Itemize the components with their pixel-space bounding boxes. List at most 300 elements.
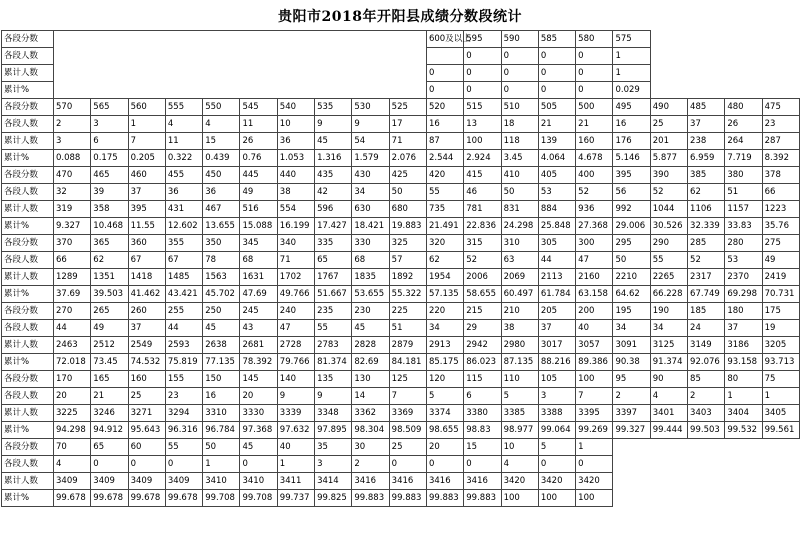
table-cell: 0.029	[613, 82, 650, 99]
table-cell: 290	[650, 235, 687, 252]
table-cell: 992	[613, 201, 650, 218]
table-cell: 130	[352, 371, 389, 388]
table-cell: 210	[501, 303, 538, 320]
table-cell: 3409	[54, 473, 91, 490]
table-cell: 13	[464, 116, 501, 133]
table-cell: 56	[613, 184, 650, 201]
table-cell: 10.468	[91, 218, 128, 235]
table-cell: 370	[54, 235, 91, 252]
table-cell: 280	[725, 235, 762, 252]
cumulative-percent-row	[2, 82, 800, 99]
row-label: 各段分数	[2, 31, 54, 48]
table-cell: 45.702	[203, 286, 240, 303]
table-cell: 1157	[725, 201, 762, 218]
table-cell: 11	[240, 116, 277, 133]
table-cell: 0	[464, 48, 501, 65]
table-cell: 3420	[538, 473, 575, 490]
table-cell: 44	[165, 320, 202, 337]
table-cell: 93.713	[762, 354, 799, 371]
table-cell: 3409	[128, 473, 165, 490]
table-cell: 26	[240, 133, 277, 150]
score-row	[2, 371, 800, 388]
table-cell: 42	[315, 184, 352, 201]
table-cell: 99.825	[315, 490, 352, 507]
table-cell: 2	[688, 388, 725, 405]
table-cell: 36	[277, 133, 314, 150]
table-cell: 17	[389, 116, 426, 133]
table-cell: 0.76	[240, 150, 277, 167]
table-cell: 305	[538, 235, 575, 252]
table-cell: 310	[501, 235, 538, 252]
table-cell: 9	[315, 388, 352, 405]
table-cell: 7.719	[725, 150, 762, 167]
table-cell: 97.895	[315, 422, 352, 439]
table-cell: 99.269	[576, 422, 613, 439]
table-cell: 52	[688, 252, 725, 269]
table-cell: 201	[650, 133, 687, 150]
table-cell: 1702	[277, 269, 314, 286]
table-cell: 99.708	[203, 490, 240, 507]
table-cell: 63	[501, 252, 538, 269]
table-cell: 53.655	[352, 286, 389, 303]
table-cell: 99.883	[389, 490, 426, 507]
table-cell: 18.421	[352, 218, 389, 235]
table-cell: 435	[315, 167, 352, 184]
table-cell: 62	[426, 252, 463, 269]
table-cell: 245	[240, 303, 277, 320]
table-cell: 47	[277, 320, 314, 337]
table-cell: 3403	[688, 405, 725, 422]
table-cell: 90.38	[613, 354, 650, 371]
table-cell: 9	[315, 116, 352, 133]
table-cell: 9	[277, 388, 314, 405]
table-cell: 87	[426, 133, 463, 150]
table-cell: 300	[576, 235, 613, 252]
table-cell: 580	[576, 31, 613, 48]
table-cell: 99.503	[688, 422, 725, 439]
table-cell: 5.877	[650, 150, 687, 167]
table-cell: 3420	[576, 473, 613, 490]
table-cell: 65	[315, 252, 352, 269]
table-cell: 100	[576, 490, 613, 507]
table-cell: 0	[538, 48, 575, 65]
table-cell: 55.322	[389, 286, 426, 303]
table-cell: 55	[650, 252, 687, 269]
table-cell: 84.181	[389, 354, 426, 371]
table-cell: 0	[576, 82, 613, 99]
table-cell: 596	[315, 201, 352, 218]
count-row	[2, 388, 800, 405]
empty-cell	[650, 31, 799, 48]
table-cell: 420	[426, 167, 463, 184]
row-label: 各段人数	[2, 48, 54, 65]
table-cell: 65	[91, 439, 128, 456]
table-cell: 230	[352, 303, 389, 320]
cumulative-count-row	[2, 201, 800, 218]
table-cell: 3	[54, 133, 91, 150]
table-cell: 45	[240, 439, 277, 456]
table-cell: 1351	[91, 269, 128, 286]
table-cell: 2	[352, 456, 389, 473]
table-cell: 3395	[576, 405, 613, 422]
table-cell: 575	[613, 31, 650, 48]
table-cell: 69.298	[725, 286, 762, 303]
table-cell: 87.135	[501, 354, 538, 371]
count-row	[2, 456, 800, 473]
table-cell: 12.602	[165, 218, 202, 235]
table-cell: 33.83	[725, 218, 762, 235]
cumulative-percent-row	[2, 422, 800, 439]
table-cell: 85.175	[426, 354, 463, 371]
table-cell: 0	[501, 82, 538, 99]
table-cell: 20	[240, 388, 277, 405]
table-cell: 1.316	[315, 150, 352, 167]
table-cell: 2160	[576, 269, 613, 286]
table-cell: 50	[389, 184, 426, 201]
table-cell: 145	[240, 371, 277, 388]
row-label: 累计%	[2, 422, 54, 439]
table-cell: 2317	[688, 269, 725, 286]
table-cell: 550	[203, 99, 240, 116]
table-cell: 0	[576, 456, 613, 473]
table-cell: 3057	[576, 337, 613, 354]
row-label: 累计%	[2, 218, 54, 235]
table-cell: 7	[389, 388, 426, 405]
table-cell: 495	[613, 99, 650, 116]
table-cell: 265	[91, 303, 128, 320]
table-cell: 505	[538, 99, 575, 116]
table-cell: 3125	[650, 337, 687, 354]
table-cell: 2783	[315, 337, 352, 354]
table-cell: 96.316	[165, 422, 202, 439]
count-row	[2, 184, 800, 201]
table-cell: 2593	[165, 337, 202, 354]
table-cell: 0	[464, 65, 501, 82]
table-cell: 781	[464, 201, 501, 218]
table-cell: 93.158	[725, 354, 762, 371]
table-cell: 260	[128, 303, 165, 320]
table-cell: 92.076	[688, 354, 725, 371]
table-cell: 415	[464, 167, 501, 184]
table-cell: 37	[688, 116, 725, 133]
table-cell: 3416	[426, 473, 463, 490]
table-cell: 180	[725, 303, 762, 320]
empty-cell	[54, 31, 427, 48]
table-cell: 51.667	[315, 286, 352, 303]
table-cell: 1106	[688, 201, 725, 218]
table-cell: 340	[277, 235, 314, 252]
table-cell: 19	[762, 320, 799, 337]
table-cell: 4	[54, 456, 91, 473]
table-cell: 1	[203, 456, 240, 473]
table-cell: 410	[501, 167, 538, 184]
table-cell: 50	[501, 184, 538, 201]
table-cell: 8.392	[762, 150, 799, 167]
table-cell: 25	[128, 388, 165, 405]
table-cell: 38	[277, 184, 314, 201]
table-cell: 358	[91, 201, 128, 218]
table-cell: 9	[352, 116, 389, 133]
table-cell: 735	[426, 201, 463, 218]
table-cell: 105	[538, 371, 575, 388]
table-cell: 2828	[352, 337, 389, 354]
table-cell: 29	[464, 320, 501, 337]
table-cell: 88.216	[538, 354, 575, 371]
cumulative-count-row	[2, 337, 800, 354]
table-cell: 3310	[203, 405, 240, 422]
row-label: 各段分数	[2, 167, 54, 184]
table-cell: 1	[725, 388, 762, 405]
table-cell: 0	[165, 456, 202, 473]
table-cell: 62	[91, 252, 128, 269]
table-cell: 1485	[165, 269, 202, 286]
table-cell: 2.544	[426, 150, 463, 167]
table-cell: 3091	[613, 337, 650, 354]
table-cell: 2	[54, 116, 91, 133]
table-cell: 3385	[501, 405, 538, 422]
table-cell: 35.76	[762, 218, 799, 235]
table-cell: 330	[352, 235, 389, 252]
table-cell: 2006	[464, 269, 501, 286]
table-cell: 0	[576, 48, 613, 65]
table-cell: 600及以上	[426, 31, 463, 48]
table-cell: 15	[203, 133, 240, 150]
table-cell: 66	[54, 252, 91, 269]
table-cell: 680	[389, 201, 426, 218]
table-cell: 200	[576, 303, 613, 320]
table-cell: 21	[576, 116, 613, 133]
table-cell: 3294	[165, 405, 202, 422]
table-cell: 2	[613, 388, 650, 405]
table-cell: 71	[389, 133, 426, 150]
table-cell	[426, 48, 463, 65]
table-cell: 3416	[389, 473, 426, 490]
table-cell: 515	[464, 99, 501, 116]
table-cell: 238	[688, 133, 725, 150]
table-cell: 0	[464, 456, 501, 473]
table-cell: 3017	[538, 337, 575, 354]
table-cell: 4.064	[538, 150, 575, 167]
table-cell: 4	[203, 116, 240, 133]
table-cell: 100	[464, 133, 501, 150]
table-cell: 72.018	[54, 354, 91, 371]
table-cell: 47	[576, 252, 613, 269]
table-cell: 175	[762, 303, 799, 320]
table-cell: 30.526	[650, 218, 687, 235]
table-cell: 5.146	[613, 150, 650, 167]
row-label: 累计%	[2, 490, 54, 507]
table-cell: 475	[762, 99, 799, 116]
table-cell: 3205	[762, 337, 799, 354]
table-cell: 81.374	[315, 354, 352, 371]
table-cell: 40	[277, 439, 314, 456]
row-label: 各段分数	[2, 371, 54, 388]
table-cell: 585	[538, 31, 575, 48]
table-cell: 264	[725, 133, 762, 150]
table-cell: 11.55	[128, 218, 165, 235]
table-cell: 23	[165, 388, 202, 405]
table-cell: 16	[613, 116, 650, 133]
table-cell: 395	[128, 201, 165, 218]
table-cell: 1	[613, 48, 650, 65]
table-cell: 1	[613, 65, 650, 82]
table-cell: 140	[277, 371, 314, 388]
table-cell: 139	[538, 133, 575, 150]
table-cell: 450	[203, 167, 240, 184]
table-cell: 1954	[426, 269, 463, 286]
row-label: 累计人数	[2, 133, 54, 150]
row-label: 累计%	[2, 286, 54, 303]
table-cell: 73.45	[91, 354, 128, 371]
cumulative-count-row	[2, 405, 800, 422]
table-cell: 2463	[54, 337, 91, 354]
table-cell: 52	[576, 184, 613, 201]
table-cell: 21	[91, 388, 128, 405]
table-cell: 52	[464, 252, 501, 269]
table-cell: 97.632	[277, 422, 314, 439]
table-cell: 51	[725, 184, 762, 201]
table-cell: 3380	[464, 405, 501, 422]
table-cell: 98.977	[501, 422, 538, 439]
cumulative-count-row	[2, 133, 800, 150]
table-cell: 9.327	[54, 218, 91, 235]
table-cell: 55	[315, 320, 352, 337]
table-cell: 250	[203, 303, 240, 320]
table-cell: 2549	[128, 337, 165, 354]
table-cell: 16.199	[277, 218, 314, 235]
table-cell: 47.69	[240, 286, 277, 303]
table-cell: 455	[165, 167, 202, 184]
table-cell: 67.749	[688, 286, 725, 303]
table-cell: 82.69	[352, 354, 389, 371]
empty-cell	[54, 65, 427, 82]
table-cell: 319	[54, 201, 91, 218]
table-cell: 35	[315, 439, 352, 456]
table-cell: 3374	[426, 405, 463, 422]
table-cell: 405	[538, 167, 575, 184]
table-cell: 160	[128, 371, 165, 388]
score-row	[2, 439, 800, 456]
table-cell: 0	[576, 65, 613, 82]
empty-cell	[650, 48, 799, 65]
table-cell: 44	[538, 252, 575, 269]
table-cell: 37	[725, 320, 762, 337]
table-cell: 24.298	[501, 218, 538, 235]
empty-cell	[650, 65, 799, 82]
table-cell: 440	[277, 167, 314, 184]
table-cell: 3411	[277, 473, 314, 490]
row-label: 各段人数	[2, 116, 54, 133]
table-cell: 27.368	[576, 218, 613, 235]
table-cell: 554	[277, 201, 314, 218]
table-cell: 545	[240, 99, 277, 116]
table-cell: 0.322	[165, 150, 202, 167]
table-cell: 110	[501, 371, 538, 388]
table-cell: 44	[54, 320, 91, 337]
table-cell: 3149	[688, 337, 725, 354]
table-cell: 378	[762, 167, 799, 184]
cumulative-count-row	[2, 473, 800, 490]
table-cell: 590	[501, 31, 538, 48]
table-cell: 49	[240, 184, 277, 201]
table-cell: 287	[762, 133, 799, 150]
table-cell: 5	[426, 388, 463, 405]
table-cell: 95	[613, 371, 650, 388]
table-cell: 45	[352, 320, 389, 337]
table-cell: 936	[576, 201, 613, 218]
table-cell: 345	[240, 235, 277, 252]
table-cell: 3271	[128, 405, 165, 422]
table-cell: 99.561	[762, 422, 799, 439]
table-cell: 325	[389, 235, 426, 252]
table-cell: 530	[352, 99, 389, 116]
cumulative-percent-row	[2, 490, 800, 507]
table-cell: 57	[389, 252, 426, 269]
table-cell: 525	[389, 99, 426, 116]
table-cell: 21.491	[426, 218, 463, 235]
table-cell: 89.386	[576, 354, 613, 371]
table-cell: 595	[464, 31, 501, 48]
table-cell: 23	[762, 116, 799, 133]
table-cell: 510	[501, 99, 538, 116]
table-cell: 37.69	[54, 286, 91, 303]
row-label: 累计人数	[2, 473, 54, 490]
table-cell: 1631	[240, 269, 277, 286]
table-cell: 570	[54, 99, 91, 116]
cumulative-count-row	[2, 269, 800, 286]
table-cell: 11	[165, 133, 202, 150]
table-cell: 360	[128, 235, 165, 252]
table-cell: 335	[315, 235, 352, 252]
table-cell: 0	[426, 456, 463, 473]
table-cell: 4	[650, 388, 687, 405]
table-cell: 66.228	[650, 286, 687, 303]
table-cell: 1892	[389, 269, 426, 286]
table-cell: 2265	[650, 269, 687, 286]
table-cell: 225	[389, 303, 426, 320]
table-cell: 99.708	[240, 490, 277, 507]
table-cell: 99.678	[165, 490, 202, 507]
table-cell: 90	[650, 371, 687, 388]
table-cell: 1835	[352, 269, 389, 286]
table-cell: 38	[501, 320, 538, 337]
table-cell: 400	[576, 167, 613, 184]
table-cell: 15.088	[240, 218, 277, 235]
table-cell: 3405	[762, 405, 799, 422]
table-cell: 85	[688, 371, 725, 388]
score-row	[2, 167, 800, 184]
table-cell: 1418	[128, 269, 165, 286]
table-cell: 43	[240, 320, 277, 337]
table-cell: 1767	[315, 269, 352, 286]
table-cell: 91.374	[650, 354, 687, 371]
table-cell: 7	[128, 133, 165, 150]
table-cell: 115	[464, 371, 501, 388]
table-cell: 13.655	[203, 218, 240, 235]
table-cell: 485	[688, 99, 725, 116]
table-cell: 118	[501, 133, 538, 150]
table-cell: 58.655	[464, 286, 501, 303]
table-cell: 98.655	[426, 422, 463, 439]
table-cell: 49	[762, 252, 799, 269]
table-cell: 21	[538, 116, 575, 133]
table-cell: 10	[277, 116, 314, 133]
score-row	[2, 31, 800, 48]
row-label: 累计%	[2, 354, 54, 371]
table-cell: 49	[91, 320, 128, 337]
row-label: 各段分数	[2, 235, 54, 252]
table-cell: 99.678	[128, 490, 165, 507]
